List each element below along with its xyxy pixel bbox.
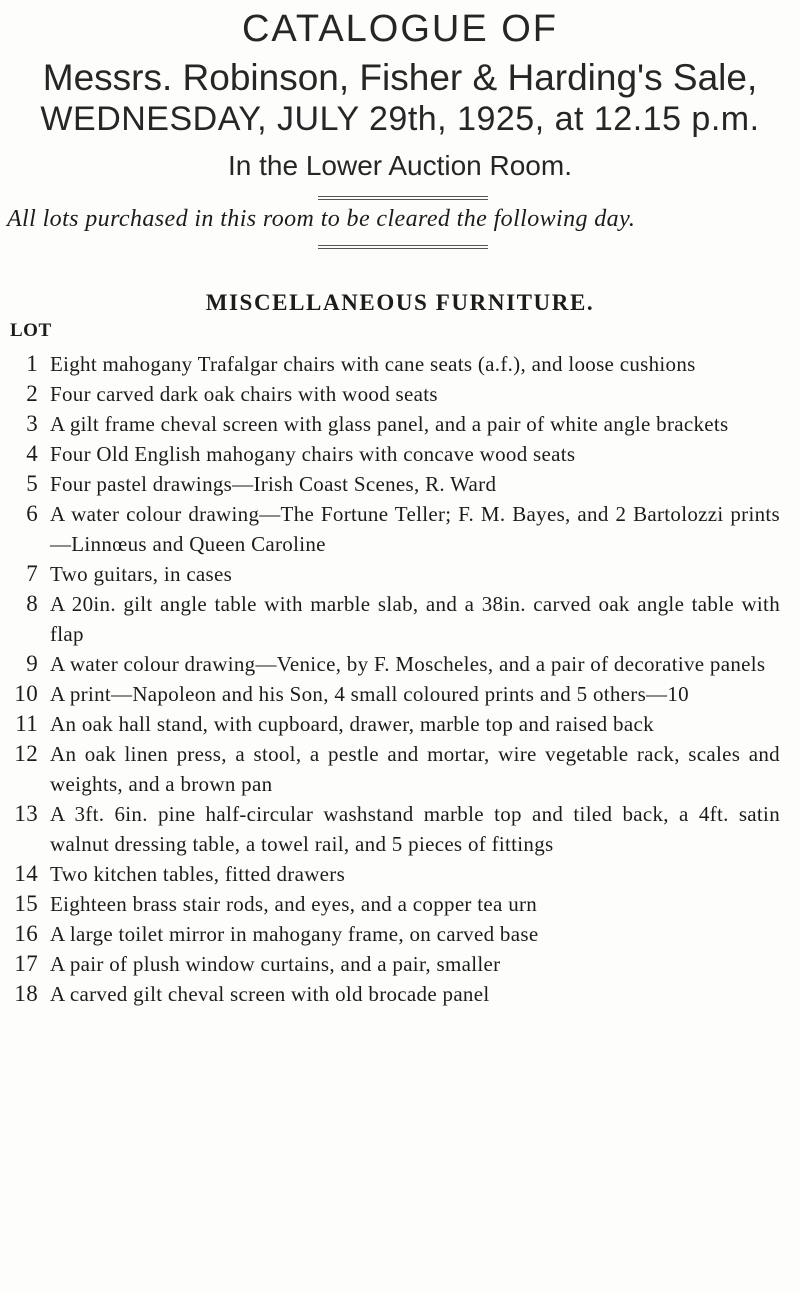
lot-number: 3 <box>26 411 38 436</box>
lot-description: Eight mahogany Trafalgar chairs with cane seats (a.f.), and loose cushions <box>50 352 696 376</box>
lot-number: 10 <box>14 681 38 706</box>
lot-description: A pair of plush window curtains, and a pair, smaller <box>50 952 501 976</box>
divider-rule <box>318 245 488 246</box>
catalogue-title: CATALOGUE OF <box>241 8 559 50</box>
lot-entry <box>0 709 800 739</box>
lot-entry <box>0 739 800 799</box>
lot-description: Four carved dark oak chairs with wood seats <box>50 382 438 406</box>
lot-number: 5 <box>26 471 38 496</box>
divider-rule <box>318 196 488 197</box>
auctioneer-line: Messrs. Robinson, Fisher & Harding's Sale, <box>42 57 758 98</box>
lot-number: 17 <box>14 951 38 976</box>
lot-number: 7 <box>26 561 38 586</box>
lot-number: 12 <box>14 741 38 766</box>
lot-description: A large toilet mirror in mahogany frame, on carved base <box>50 922 539 946</box>
lot-description: Four Old English mahogany chairs with concave wood seats <box>50 442 576 466</box>
lot-number: 2 <box>26 381 38 406</box>
lot-description: A 20in. gilt angle table with marble slab, and a 38in. carved oak angle table with flap <box>50 592 780 646</box>
lot-entry <box>0 799 800 859</box>
lot-number: 18 <box>14 981 38 1006</box>
lot-number: 9 <box>26 651 38 676</box>
lot-entry <box>0 889 800 919</box>
lot-column-heading: LOT <box>10 320 52 341</box>
lot-number: 11 <box>15 711 38 736</box>
lot-description: A 3ft. 6in. pine half-circular washstand marble top and tiled back, a 4ft. satin walnut dressing table, a towel rail, and 5 pieces of fittings <box>50 802 780 856</box>
lot-description: Four pastel drawings—Irish Coast Scenes, R. Ward <box>50 472 497 496</box>
lot-entry <box>0 679 800 709</box>
lot-entry <box>0 649 800 679</box>
divider-rule <box>318 248 488 249</box>
lot-number: 4 <box>26 441 38 466</box>
lot-number: 8 <box>26 591 38 616</box>
lot-description: Two guitars, in cases <box>50 562 233 586</box>
lot-entry <box>0 379 800 409</box>
lot-description: Eighteen brass stair rods, and eyes, and a copper tea urn <box>50 892 538 916</box>
lot-number: 13 <box>14 801 38 826</box>
lot-number: 1 <box>26 351 38 376</box>
lot-number: 14 <box>14 861 38 886</box>
lot-description: A print—Napoleon and his Son, 4 small coloured prints and 5 others—10 <box>50 682 689 706</box>
lot-description: A carved gilt cheval screen with old brocade panel <box>50 982 490 1006</box>
lot-description: A gilt frame cheval screen with glass panel, and a pair of white angle brackets <box>50 412 729 436</box>
lot-description: Two kitchen tables, fitted drawers <box>50 862 346 886</box>
lot-description: A water colour drawing—The Fortune Teller; F. M. Bayes, and 2 Bartolozzi prints—Linnœus and Queen Caroline <box>50 502 780 556</box>
sale-date-line: WEDNESDAY, JULY 29th, 1925, at 12.15 p.m. <box>40 100 760 138</box>
lot-entry <box>0 949 800 979</box>
lot-entry <box>0 589 800 649</box>
lot-description: A water colour drawing—Venice, by F. Moscheles, and a pair of decorative panels <box>50 652 766 676</box>
lot-description: An oak hall stand, with cupboard, drawer, marble top and raised back <box>50 712 654 736</box>
lot-list <box>0 349 800 1009</box>
lot-entry <box>0 409 800 439</box>
lot-number: 16 <box>14 921 38 946</box>
lot-number: 15 <box>14 891 38 916</box>
clearance-notice: All lots purchased in this room to be cleared the following day. <box>7 206 636 232</box>
lot-description: An oak linen press, a stool, a pestle and mortar, wire vegetable rack, scales and weights, and a brown pan <box>50 742 780 796</box>
lot-entry <box>0 469 800 499</box>
lot-number: 6 <box>26 501 38 526</box>
divider-rule <box>318 199 488 200</box>
lot-entry <box>0 859 800 889</box>
lot-entry <box>0 499 800 559</box>
lot-entry <box>0 439 800 469</box>
lot-entry <box>0 349 800 379</box>
section-title: MISCELLANEOUS FURNITURE. <box>205 290 595 315</box>
auction-room-line: In the Lower Auction Room. <box>228 150 572 181</box>
lot-entry <box>0 559 800 589</box>
lot-entry <box>0 919 800 949</box>
lot-entry <box>0 979 800 1009</box>
